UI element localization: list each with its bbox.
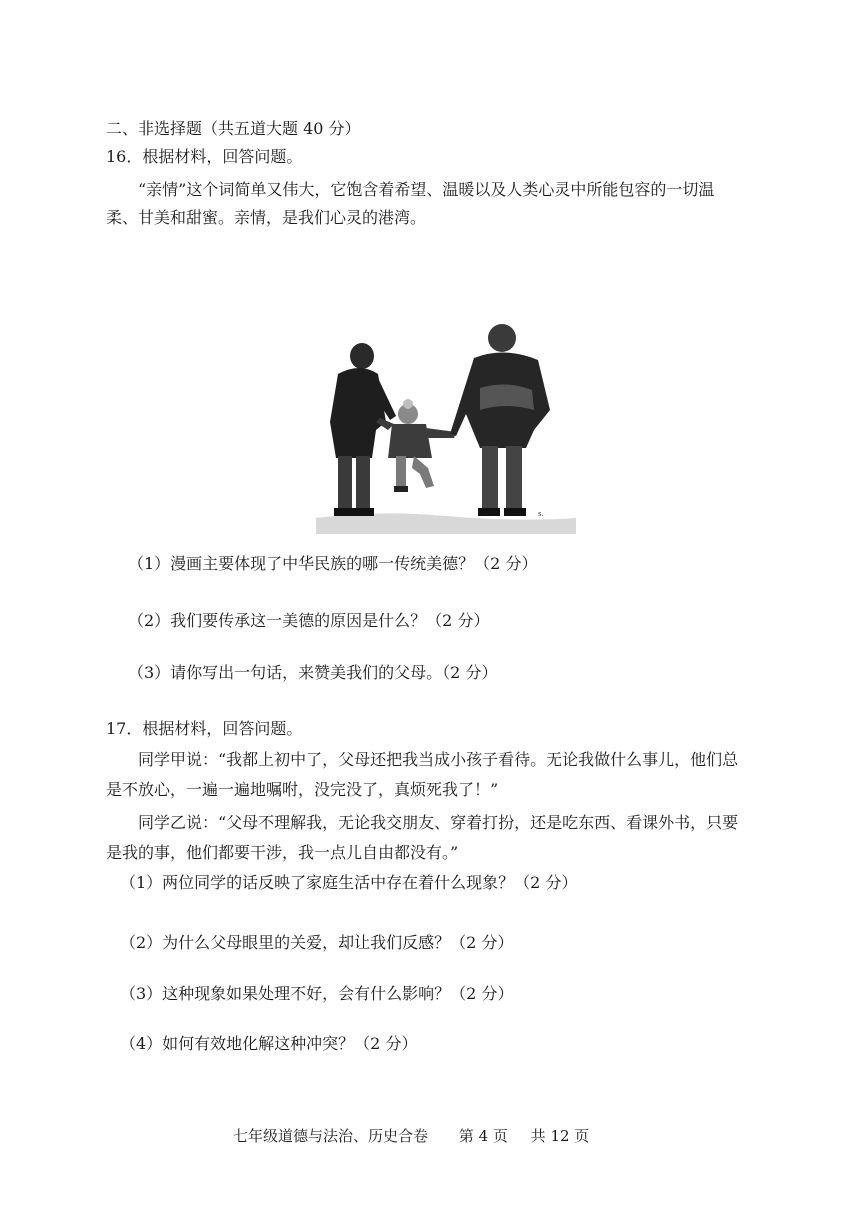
family-walking-illustration bbox=[316, 318, 576, 534]
grandmother-figure bbox=[450, 324, 550, 516]
question-16-title: 16．根据材料，回答问题。 bbox=[106, 147, 303, 166]
footer-page-number: 第 4 页 bbox=[458, 1127, 508, 1145]
question-17-sub-1: （1）两位同学的话反映了家庭生活中存在着什么现象？（2 分） bbox=[120, 873, 578, 892]
question-16-sub-1: （1）漫画主要体现了中华民族的哪一传统美德？（2 分） bbox=[128, 554, 538, 573]
section-header: 二、非选择题（共五道大题 40 分） bbox=[106, 119, 361, 138]
question-17-sub-3: （3）这种现象如果处理不好，会有什么影响？（2 分） bbox=[120, 984, 514, 1003]
footer-exam-name: 七年级道德与法治、历史合卷 bbox=[233, 1127, 429, 1145]
question-16-sub-3: （3）请你写出一句话，来赞美我们的父母。（2 分） bbox=[128, 663, 498, 682]
grandfather-figure bbox=[330, 343, 396, 516]
page-footer bbox=[233, 1125, 589, 1146]
question-17-sub-2: （2）为什么父母眼里的关爱，却让我们反感？（2 分） bbox=[120, 933, 514, 952]
question-17-title: 17．根据材料，回答问题。 bbox=[106, 719, 303, 738]
question-17-student-a: 同学甲说：“我都上初中了，父母还把我当成小孩子看待。无论我做什么事儿，他们总是不放心，一遍一遍地嘱咐，没完没了，真烦死我了！” bbox=[106, 750, 739, 799]
illustration-signature: s. bbox=[538, 510, 544, 518]
question-16-passage: “亲情”这个词简单又伟大，它饱含着希望、温暖以及人类心灵中所能包容的一切温柔、甘美和甜蜜。亲情，是我们心灵的港湾。 bbox=[106, 180, 715, 227]
question-17-student-b: 同学乙说：“父母不理解我，无论我交朋友、穿着打扮，还是吃东西、看课外书，只要是我的事，他们都要干涉，我一点儿自由都没有。” bbox=[106, 813, 739, 862]
footer-page-total: 共 12 页 bbox=[530, 1127, 590, 1145]
question-16-sub-2: （2）我们要传承这一美德的原因是什么？（2 分） bbox=[128, 611, 490, 630]
question-17-sub-4: （4）如何有效地化解这种冲突？（2 分） bbox=[120, 1034, 418, 1053]
